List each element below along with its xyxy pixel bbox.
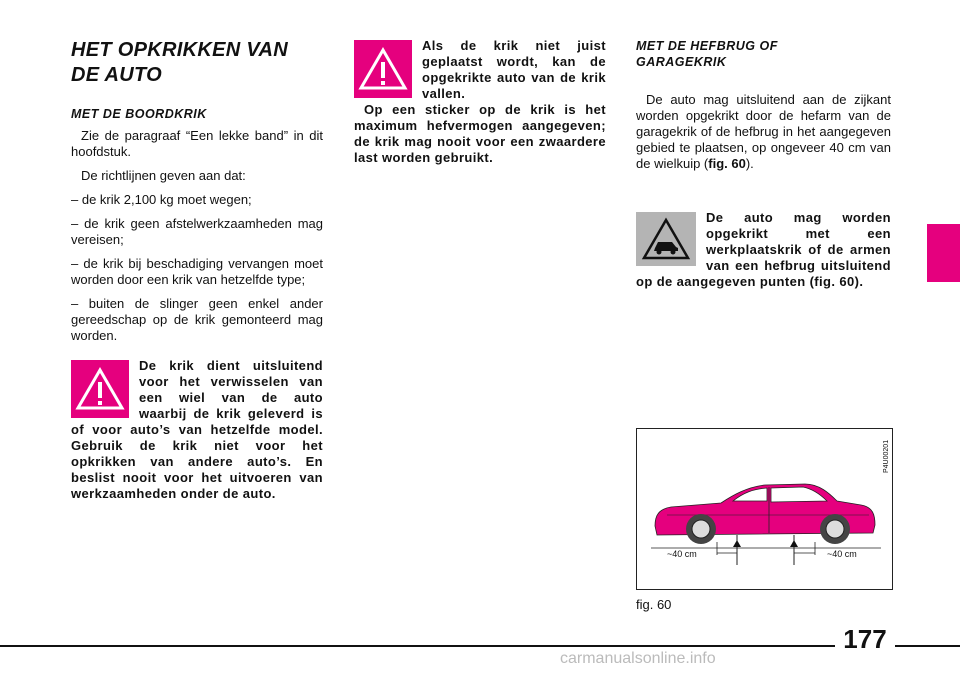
page-number: 177 (835, 622, 895, 656)
car-lift-icon (636, 212, 696, 266)
figure-60 (636, 428, 893, 590)
section-tab (927, 224, 960, 282)
list-item-weight: – de krik 2,100 kg moet wegen; (71, 192, 252, 207)
column-2 (354, 38, 606, 166)
figure-caption: fig. 60 (636, 597, 672, 612)
list-item-tools: – buiten de slinger geen enkel ander gereedschap op de krik gemonteerd mag worden. (71, 296, 323, 343)
paragraph-intro: Zie de paragraaf “Een lekke band” in dit hoofdstuk. (71, 128, 323, 159)
dimension-left-label: ~40 cm (667, 549, 697, 559)
warning-sticker-text: Op een sticker op de krik is het maximum hefvermogen aangegeven; de krik mag nooit voor een zwaardere last worden gebruikt. (354, 102, 606, 165)
page-title: HET OPKRIKKEN VAN DE AUTO (71, 39, 288, 86)
footer-rule (0, 645, 960, 647)
warning-block-1: De krik dient uitsluitend voor het verwisselen van een wiel van de auto waarbij de krik geleverd is of voor auto’s van hetzelfde model. Gebruik de krik niet voor het opkrikken van andere auto’s. En beslist nooit voor het uitvoeren van werkzaamheden onder de auto. (71, 358, 323, 501)
car-lift-diagram (637, 429, 892, 589)
dimension-right-label: ~40 cm (827, 549, 857, 559)
list-item-replace: – de krik bij beschadiging vervangen moet worden door een krik van hetzelfde type; (71, 256, 323, 287)
subtitle-boordkrik: MET DE BOORDKRIK (71, 107, 207, 121)
column-1 (71, 38, 323, 502)
figure-code: P4U00201 (883, 439, 890, 473)
list-item-adjust: – de krik geen afstelwerkzaamheden mag vereisen; (71, 216, 323, 247)
paragraph-hefbrug: De auto mag uitsluitend aan de zijkant worden opgekrikt door de hefarm van de garagekrik of de hefbrug in het aangegeven gebied te plaatsen, op ongeveer 40 cm van de wielkuip (fig. 60). (636, 92, 891, 171)
paragraph-guidelines: De richtlijnen geven aan dat: (81, 168, 246, 183)
warning-triangle-icon (71, 360, 129, 418)
note-block: De auto mag worden opgekrikt met een werkplaatskrik of de armen van een hefbrug uitsluitend op de aangegeven punten (fig. 60). (636, 210, 891, 289)
watermark-text: carmanualsonline.info (560, 650, 716, 667)
subtitle-hefbrug: MET DE HEFBRUG OF GARAGEKRIK (636, 39, 778, 69)
warning-triangle-icon (354, 40, 412, 98)
warning-block-2: Als de krik niet juist geplaatst wordt, kan de opgekrikte auto van de krik vallen. Op een sticker op de krik is het maximum hefvermogen aangegeven; de krik mag nooit voor een zwaardere last worden gebruikt. (354, 38, 606, 165)
column-3 (636, 38, 891, 290)
